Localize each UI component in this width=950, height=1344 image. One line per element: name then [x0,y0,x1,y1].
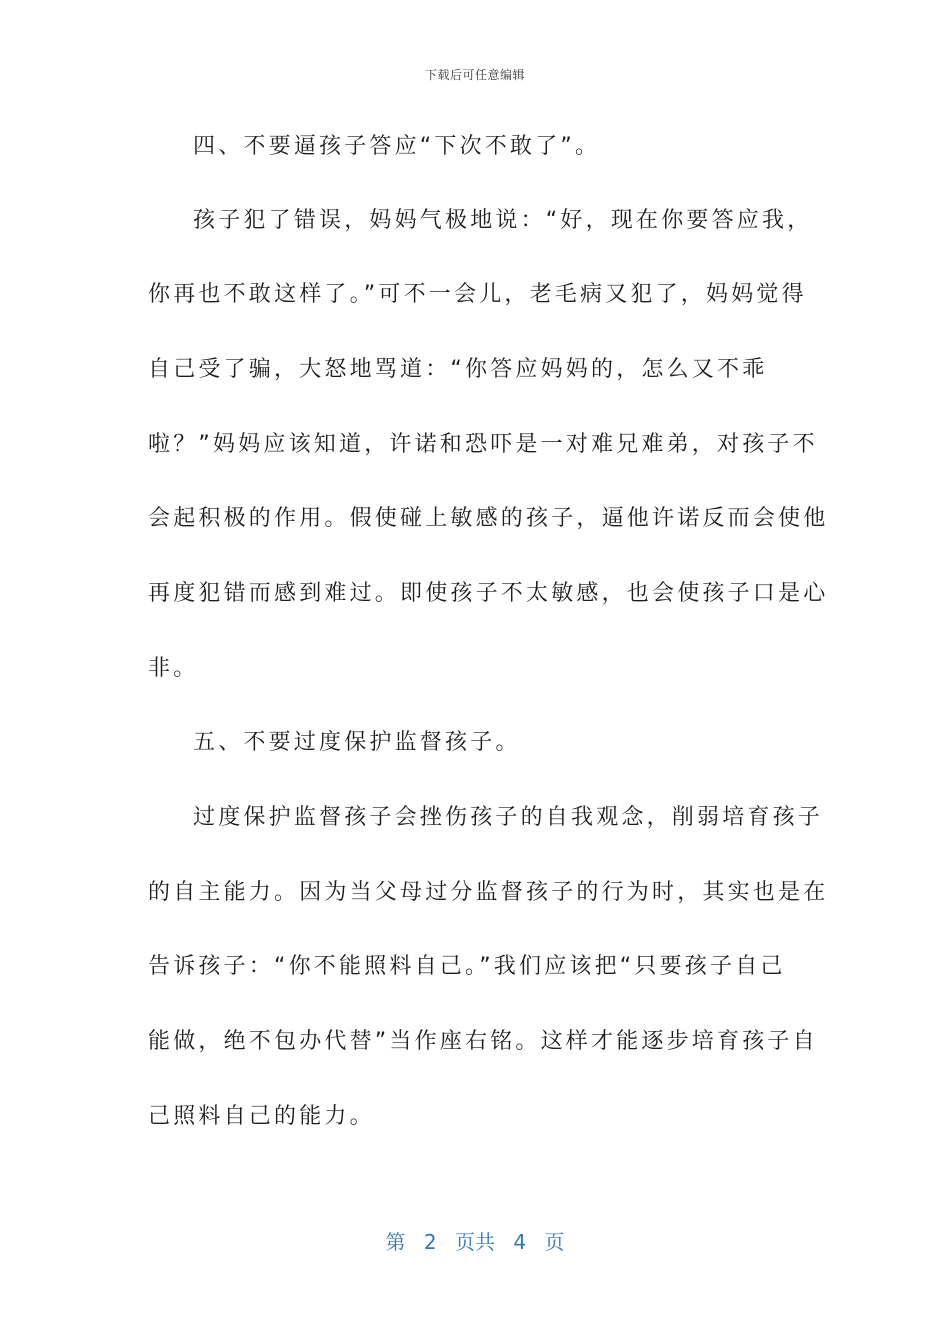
page-prefix: 第 [385,1230,406,1254]
paragraph-line: 啦？”妈妈应该知道，许诺和恐吓是一对难兄难弟，对孩子不 [148,432,818,457]
section-heading-5: 五、不要过度保护监督孩子。 [193,730,521,755]
paragraph-line: 再度犯错而感到难过。即使孩子不太敏感，也会使孩子口是心 [148,581,829,606]
section-heading-4: 四、不要逼孩子答应“下次不敢了”。 [193,134,601,159]
page-total: 4 [513,1230,527,1254]
paragraph-line: 自己受了骗，大怒地骂道：“你答应妈妈的，怎么又不乖 [148,357,768,382]
paragraph-line: 己照料自己的能力。 [148,1104,375,1129]
page-number: 2 [423,1230,437,1254]
page-suffix: 页 [544,1230,565,1254]
paragraph-line: 会起积极的作用。假使碰上敏感的孩子，逼他许诺反而会使他 [148,506,829,531]
paragraph-line: 告诉孩子：“你不能照料自己。”我们应该把“只要孩子自己 [148,954,786,979]
paragraph-line: 能做，绝不包办代替”当作座右铭。这样才能逐步培育孩子自 [148,1029,818,1054]
header-note: 下载后可任意编辑 [424,68,525,82]
page-mid: 页共 [455,1230,495,1254]
page-footer [0,1226,950,1255]
paragraph-line: 非。 [148,656,199,681]
paragraph-line: 孩子犯了错误，妈妈气极地说：“好，现在你要答应我， [193,208,813,233]
paragraph-line: 你再也不敢这样了。”可不一会儿，老毛病又犯了，妈妈觉得 [148,282,807,307]
paragraph-line: 的自主能力。因为当父母过分监督孩子的行为时，其实也是在 [148,880,829,905]
paragraph-line: 过度保护监督孩子会挫伤孩子的自我观念，削弱培育孩子 [193,805,824,830]
